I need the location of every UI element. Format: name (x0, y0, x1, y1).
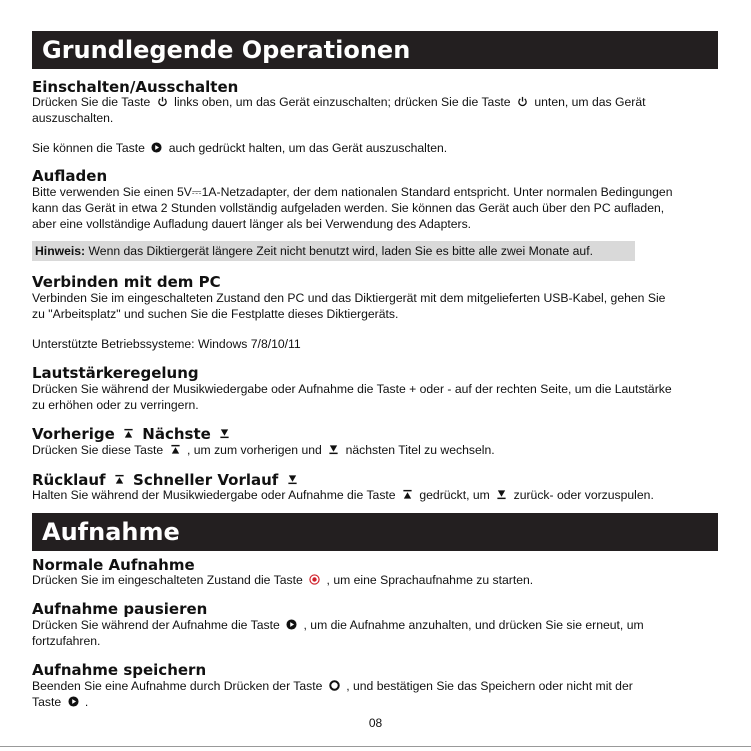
heading-pause-recording: Aufnahme pausieren (32, 600, 208, 618)
rewind-text-1a: Halten Sie während der Musikwiedergabe oder Aufnahme die Taste (32, 488, 396, 502)
pc-text-os: Unterstützte Betriebssysteme: Windows 7/8/10/11 (32, 337, 301, 351)
heading-prev-next (32, 425, 233, 443)
section-banner-recording: Aufnahme (32, 513, 718, 551)
pause-rec-text-line2: fortzufahren. (32, 634, 101, 648)
heading-power: Einschalten/Ausschalten (32, 78, 239, 96)
heading-save-recording: Aufnahme speichern (32, 661, 207, 679)
heading-normal-recording: Normale Aufnahme (32, 556, 195, 574)
prev-icon (402, 489, 413, 500)
heading-charging: Aufladen (32, 167, 108, 185)
power-text-line2: auszuschalten. (32, 111, 114, 125)
charging-text-line3: aber eine vollständige Aufladung dauert länger als bei Verwendung des Adapters. (32, 217, 472, 231)
save-rec-text-1b: , und bestätigen Sie das Speichern oder nicht mit der (346, 679, 633, 693)
note-box (32, 241, 635, 261)
charging-text-line2: kann das Gerät in etwa 2 Stunden vollständig aufgeladen werden. Sie können das Gerät auch über den PC aufladen, (32, 201, 665, 215)
save-rec-text-line2 (32, 694, 724, 710)
power-text-1b: links oben, um das Gerät einzuschalten; drücken Sie die Taste (174, 95, 511, 109)
pause-rec-text-1b: , um die Aufnahme anzuhalten, und drücken Sie sie erneut, um (303, 618, 644, 632)
prevnext-text-1c: nächsten Titel zu wechseln. (345, 443, 495, 457)
power-text-line3 (32, 140, 724, 156)
next-icon (219, 428, 230, 439)
heading-pc: Verbinden mit dem PC (32, 273, 221, 291)
stop-icon (329, 680, 340, 691)
save-rec-text-2a: Taste (32, 695, 62, 709)
power-text-3a: Sie können die Taste (32, 141, 145, 155)
play-pause-icon (151, 142, 162, 153)
play-pause-icon (68, 696, 79, 707)
pause-rec-text-1a: Drücken Sie während der Aufnahme die Taste (32, 618, 280, 632)
normal-rec-text-1a: Drücken Sie im eingeschalteten Zustand die Taste (32, 573, 303, 587)
heading-next: Nächste (142, 425, 211, 443)
next-icon (496, 489, 507, 500)
power-icon (517, 96, 528, 107)
power-text-line1 (32, 94, 724, 110)
next-icon (287, 474, 298, 485)
power-text-1a: Drücken Sie die Taste (32, 95, 151, 109)
normal-rec-text-line1 (32, 572, 724, 588)
power-text-3b: auch gedrückt halten, um das Gerät auszuschalten. (168, 141, 448, 155)
prevnext-text-1b: , um zum vorherigen und (186, 443, 322, 457)
heading-prev: Vorherige (32, 425, 115, 443)
prev-icon (123, 428, 134, 439)
pc-text-line1: Verbinden Sie im eingeschalteten Zustand den PC und das Diktiergerät mit dem mitgelieferten USB-Kabel, gehen Sie (32, 291, 666, 305)
page-number: 08 (368, 716, 383, 730)
power-icon (157, 96, 168, 107)
prev-icon (114, 474, 125, 485)
note-label: Hinweis: (35, 244, 86, 258)
prevnext-text-line1 (32, 442, 724, 458)
prev-icon (170, 444, 181, 455)
save-rec-text-2b: . (84, 695, 89, 709)
save-rec-text-1a: Beenden Sie eine Aufnahme durch Drücken der Taste (32, 679, 323, 693)
power-text-1c: unten, um das Gerät (534, 95, 646, 109)
rewind-text-1c: zurück- oder vorzuspulen. (513, 488, 654, 502)
heading-rewind: Rücklauf (32, 471, 106, 489)
save-rec-text-line1 (32, 678, 724, 694)
pause-rec-text-line1 (32, 617, 724, 633)
bottom-divider (0, 746, 751, 747)
rewind-text-1b: gedrückt, um (419, 488, 490, 502)
heading-volume: Lautstärkeregelung (32, 364, 199, 382)
rewind-text-line1 (32, 487, 724, 503)
prevnext-text-1a: Drücken Sie diese Taste (32, 443, 164, 457)
heading-fast-forward: Schneller Vorlauf (133, 471, 279, 489)
normal-rec-text-1b: , um eine Sprachaufnahme zu starten. (326, 573, 534, 587)
play-pause-icon (286, 619, 297, 630)
next-icon (328, 444, 339, 455)
note-text: Wenn das Diktiergerät längere Zeit nicht benutzt wird, laden Sie es bitte alle zwei Monate auf. (85, 244, 593, 258)
volume-text-line2: zu erhöhen oder zu verringern. (32, 398, 199, 412)
volume-text-line1: Drücken Sie während der Musikwiedergabe oder Aufnahme die Taste + oder - auf der rechten Seite, um die Lautstärke (32, 382, 672, 396)
pc-text-line2: zu "Arbeitsplatz" und suchen Sie die Festplatte dieses Diktiergeräts. (32, 307, 399, 321)
section-banner-basic-operations: Grundlegende Operationen (32, 31, 718, 69)
record-icon (309, 574, 320, 585)
charging-text-line1: Bitte verwenden Sie einen 5V⎓1A-Netzadapter, der dem nationalen Standard entspricht. Unter normalen Bedingungen (32, 185, 673, 199)
